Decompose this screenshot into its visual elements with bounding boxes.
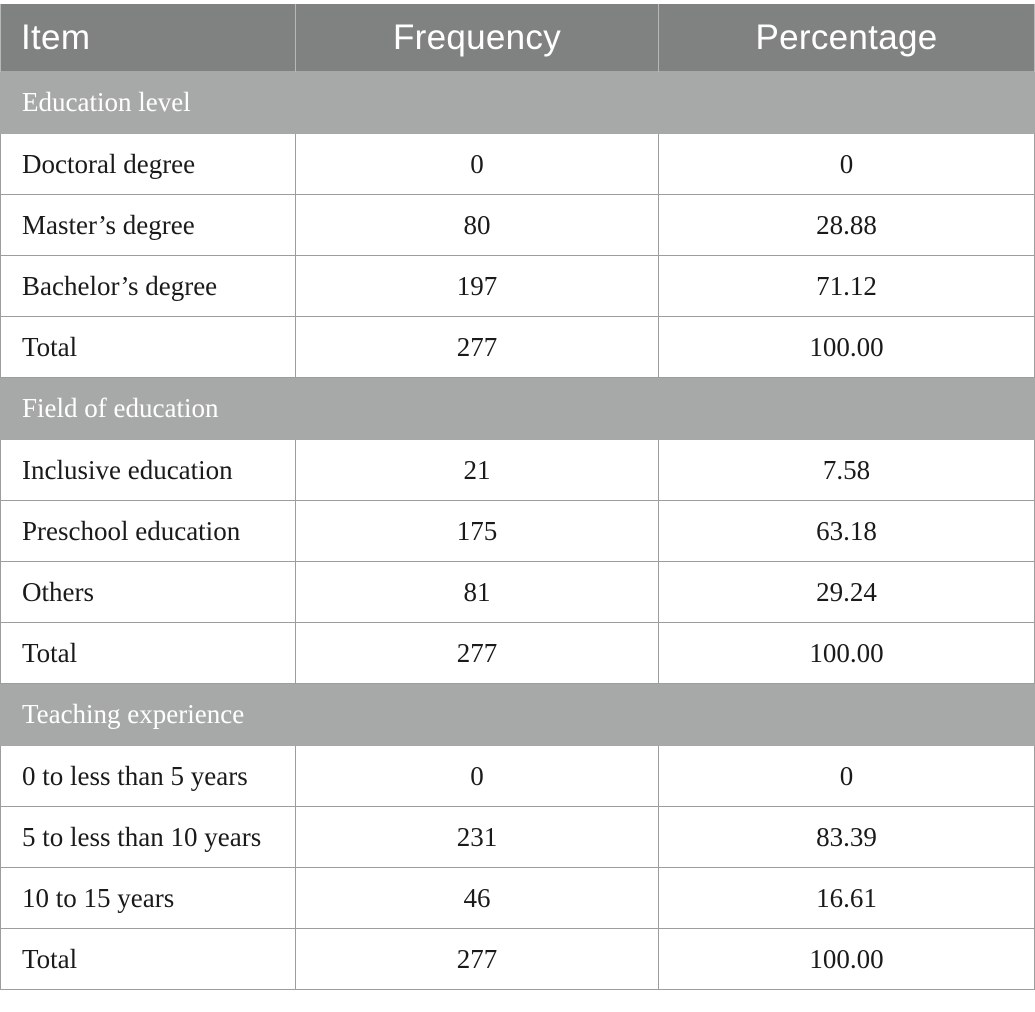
cell-item: 5 to less than 10 years bbox=[1, 807, 296, 868]
table-row bbox=[1, 256, 1035, 317]
cell-frequency: 0 bbox=[296, 746, 659, 807]
header-percentage: Percentage bbox=[659, 4, 1035, 72]
cell-item: Preschool education bbox=[1, 501, 296, 562]
cell-item: Total bbox=[1, 623, 296, 684]
cell-item: Master’s degree bbox=[1, 195, 296, 256]
cell-frequency: 277 bbox=[296, 929, 659, 990]
cell-percentage: 7.58 bbox=[659, 440, 1035, 501]
cell-item: Others bbox=[1, 562, 296, 623]
table-row bbox=[1, 440, 1035, 501]
cell-percentage: 71.12 bbox=[659, 256, 1035, 317]
header-row bbox=[1, 4, 1035, 72]
cell-percentage: 100.00 bbox=[659, 623, 1035, 684]
header-item: Item bbox=[1, 4, 296, 72]
table-row bbox=[1, 134, 1035, 195]
cell-percentage: 0 bbox=[659, 746, 1035, 807]
cell-item: 10 to 15 years bbox=[1, 868, 296, 929]
section-title: Teaching experience bbox=[1, 684, 1035, 746]
cell-percentage: 63.18 bbox=[659, 501, 1035, 562]
cell-frequency: 277 bbox=[296, 623, 659, 684]
cell-frequency: 21 bbox=[296, 440, 659, 501]
cell-item: Total bbox=[1, 929, 296, 990]
cell-frequency: 231 bbox=[296, 807, 659, 868]
cell-frequency: 0 bbox=[296, 134, 659, 195]
table-row-total bbox=[1, 623, 1035, 684]
table-row bbox=[1, 868, 1035, 929]
section-row-education-level bbox=[1, 72, 1035, 134]
section-row-teaching-experience bbox=[1, 684, 1035, 746]
cell-frequency: 80 bbox=[296, 195, 659, 256]
cell-percentage: 83.39 bbox=[659, 807, 1035, 868]
table-row bbox=[1, 807, 1035, 868]
cell-frequency: 277 bbox=[296, 317, 659, 378]
header-frequency: Frequency bbox=[296, 4, 659, 72]
cell-item: Total bbox=[1, 317, 296, 378]
cell-percentage: 28.88 bbox=[659, 195, 1035, 256]
cell-percentage: 100.00 bbox=[659, 317, 1035, 378]
cell-frequency: 197 bbox=[296, 256, 659, 317]
cell-item: Inclusive education bbox=[1, 440, 296, 501]
cell-percentage: 29.24 bbox=[659, 562, 1035, 623]
cell-percentage: 0 bbox=[659, 134, 1035, 195]
table-row bbox=[1, 501, 1035, 562]
cell-frequency: 175 bbox=[296, 501, 659, 562]
section-title: Field of education bbox=[1, 378, 1035, 440]
cell-frequency: 46 bbox=[296, 868, 659, 929]
table-row bbox=[1, 746, 1035, 807]
cell-percentage: 100.00 bbox=[659, 929, 1035, 990]
section-title: Education level bbox=[1, 72, 1035, 134]
cell-item: Bachelor’s degree bbox=[1, 256, 296, 317]
cell-frequency: 81 bbox=[296, 562, 659, 623]
table-row-total bbox=[1, 317, 1035, 378]
cell-percentage: 16.61 bbox=[659, 868, 1035, 929]
table-row bbox=[1, 562, 1035, 623]
cell-item: 0 to less than 5 years bbox=[1, 746, 296, 807]
cell-item: Doctoral degree bbox=[1, 134, 296, 195]
table-row bbox=[1, 195, 1035, 256]
section-row-field-of-education bbox=[1, 378, 1035, 440]
demographics-table bbox=[0, 4, 1035, 990]
table-row-total bbox=[1, 929, 1035, 990]
